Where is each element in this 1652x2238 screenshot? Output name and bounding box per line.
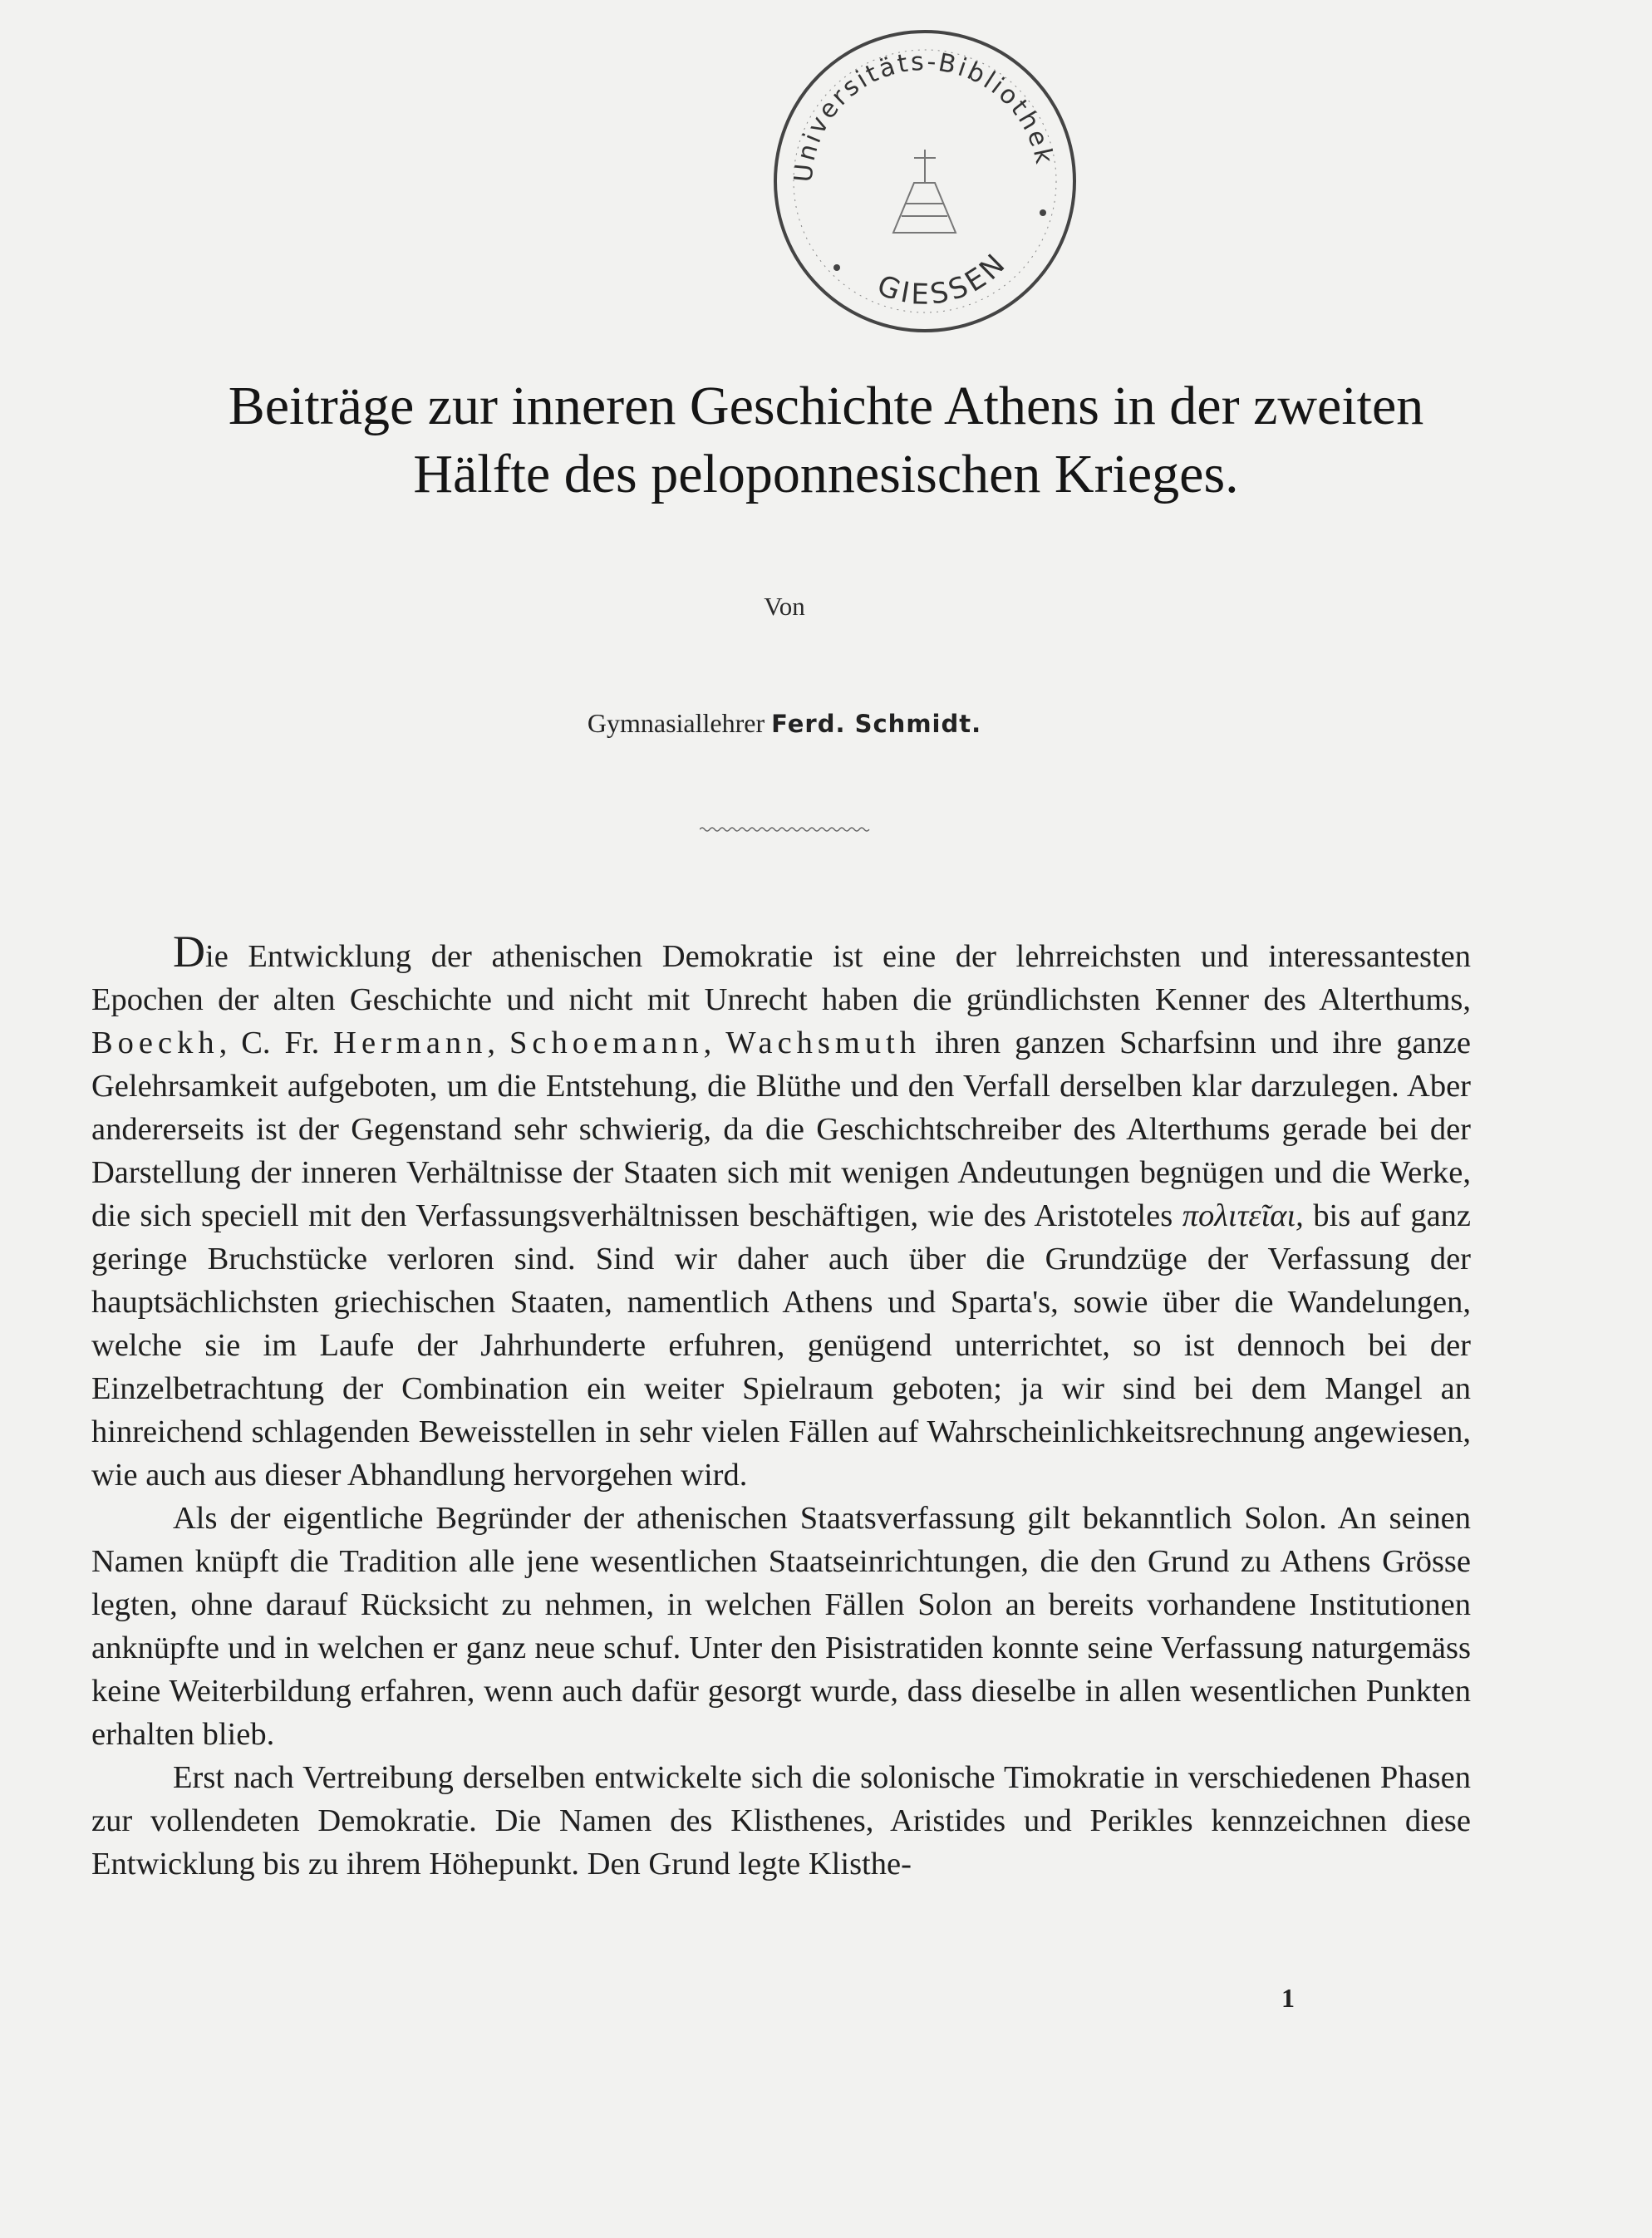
title-line-2: Hälfte des peloponnesischen Krieges. xyxy=(413,444,1239,504)
paragraph-1-text-d: , xyxy=(703,1026,726,1060)
article-body xyxy=(91,929,1471,1886)
title-line-1: Beiträge zur inneren Geschichte Athens in der zweiten xyxy=(228,376,1424,436)
scholar-name-boeckh: Boeckh xyxy=(91,1026,219,1060)
greek-term: πολιτεῖαι, xyxy=(1182,1198,1304,1233)
paragraph-1-text-b: , C. Fr. xyxy=(219,1026,334,1060)
scholar-name-hermann: Hermann xyxy=(333,1026,488,1060)
scholar-name-wachsmuth: Wachsmuth xyxy=(725,1026,922,1060)
paragraph-1-text-f: bis auf ganz geringe Bruchstücke verloren sind. Sind wir daher auch über die Grundzüge der Verfassung der hauptsächlichsten griechischen Staaten, namentlich Athens und Sparta's, sowie über die Wandelungen, welche sie im Laufe der Jahrhunderte erfuhren, genügend unterrichtet, so ist dennoch bei der Einzelbetrachtung der Combination ein weiter Spielraum geboten; ja wir sind bei dem Mangel an hinreichend schlagenden Beweisstellen in sehr vielen Fällen auf Wahrscheinlichkeitsrechnung angewiesen, wie auch aus dieser Abhandlung hervorgehen wird. xyxy=(91,1198,1472,1493)
svg-text:GIESSEN xyxy=(873,246,1014,312)
stamp-lower-text: GIESSEN xyxy=(873,245,1015,312)
paragraph-3: Erst nach Vertreibung derselben entwickelte sich die solonische Timokratie in verschiedenen Phasen zur vollendeten Demokratie. Die Namen des Klisthenes, Aristides und Perikles kennzeichnen diese Entwicklung bis zu ihrem Höhepunkt. Den Grund legte Klisthe- xyxy=(91,1760,1471,1881)
paragraph-1-text-a: ie Entwicklung der athenischen Demokratie ist eine der lehrreichsten und interessantesten Epochen der alten Geschichte und nicht mit Unrecht haben die gründlichsten Kenner des Alterthums, xyxy=(91,939,1471,1017)
library-stamp xyxy=(769,25,1081,337)
page-number: 1 xyxy=(1281,1983,1295,2013)
scholar-name-schoemann: Schoemann xyxy=(509,1026,704,1060)
author-line xyxy=(0,708,1569,739)
paragraph-1 xyxy=(91,929,1471,1497)
byline-von: Von xyxy=(764,592,805,621)
paragraph-2: Als der eigentliche Begründer der athenischen Staatsverfassung gilt bekanntlich Solon. An seinen Namen knüpft die Tradition alle jene wesentlichen Staatseinrichtungen, die den Grund zu Athens Grösse legten, ohne darauf Rücksicht zu nehmen, in welchen Fällen Solon an bereits vorhandene Institutionen anknüpfte und in welchen er ganz neue schuf. Unter den Pisistratiden konnte seine Verfassung naturgemäss keine Weiterbildung erfahren, wenn auch dafür gesorgt wurde, dass dieselbe in allen wesentlichen Punkten erhalten blieb. xyxy=(91,1501,1471,1752)
drop-cap: D xyxy=(173,927,205,976)
article-title xyxy=(66,372,1586,509)
author-role: Gymnasiallehrer xyxy=(587,708,765,738)
stamp-emblem-icon xyxy=(893,150,956,233)
author-name: Ferd. Schmidt. xyxy=(771,710,982,738)
decorative-wavy-rule xyxy=(700,826,871,833)
stamp-upper-text: Universitäts-Bibliothek xyxy=(789,47,1060,184)
paragraph-1-text-e: ihren ganzen Scharfsinn und ihre ganze Gelehrsamkeit aufgeboten, um die Entstehung, die Blüthe und den Verfall derselben klar darzulegen. Aber andererseits ist der Gegenstand sehr schwierig, da die Geschichtschreiber des Alterthums gerade bei der Darstellung der inneren Verhältnisse der Staaten sich mit wenigen Andeutungen begnügen und die Werke, die sich speciell mit den Verfassungsverhältnissen beschäftigen, wie des Aristoteles xyxy=(91,1026,1471,1233)
paragraph-1-text-c: , xyxy=(487,1026,510,1060)
